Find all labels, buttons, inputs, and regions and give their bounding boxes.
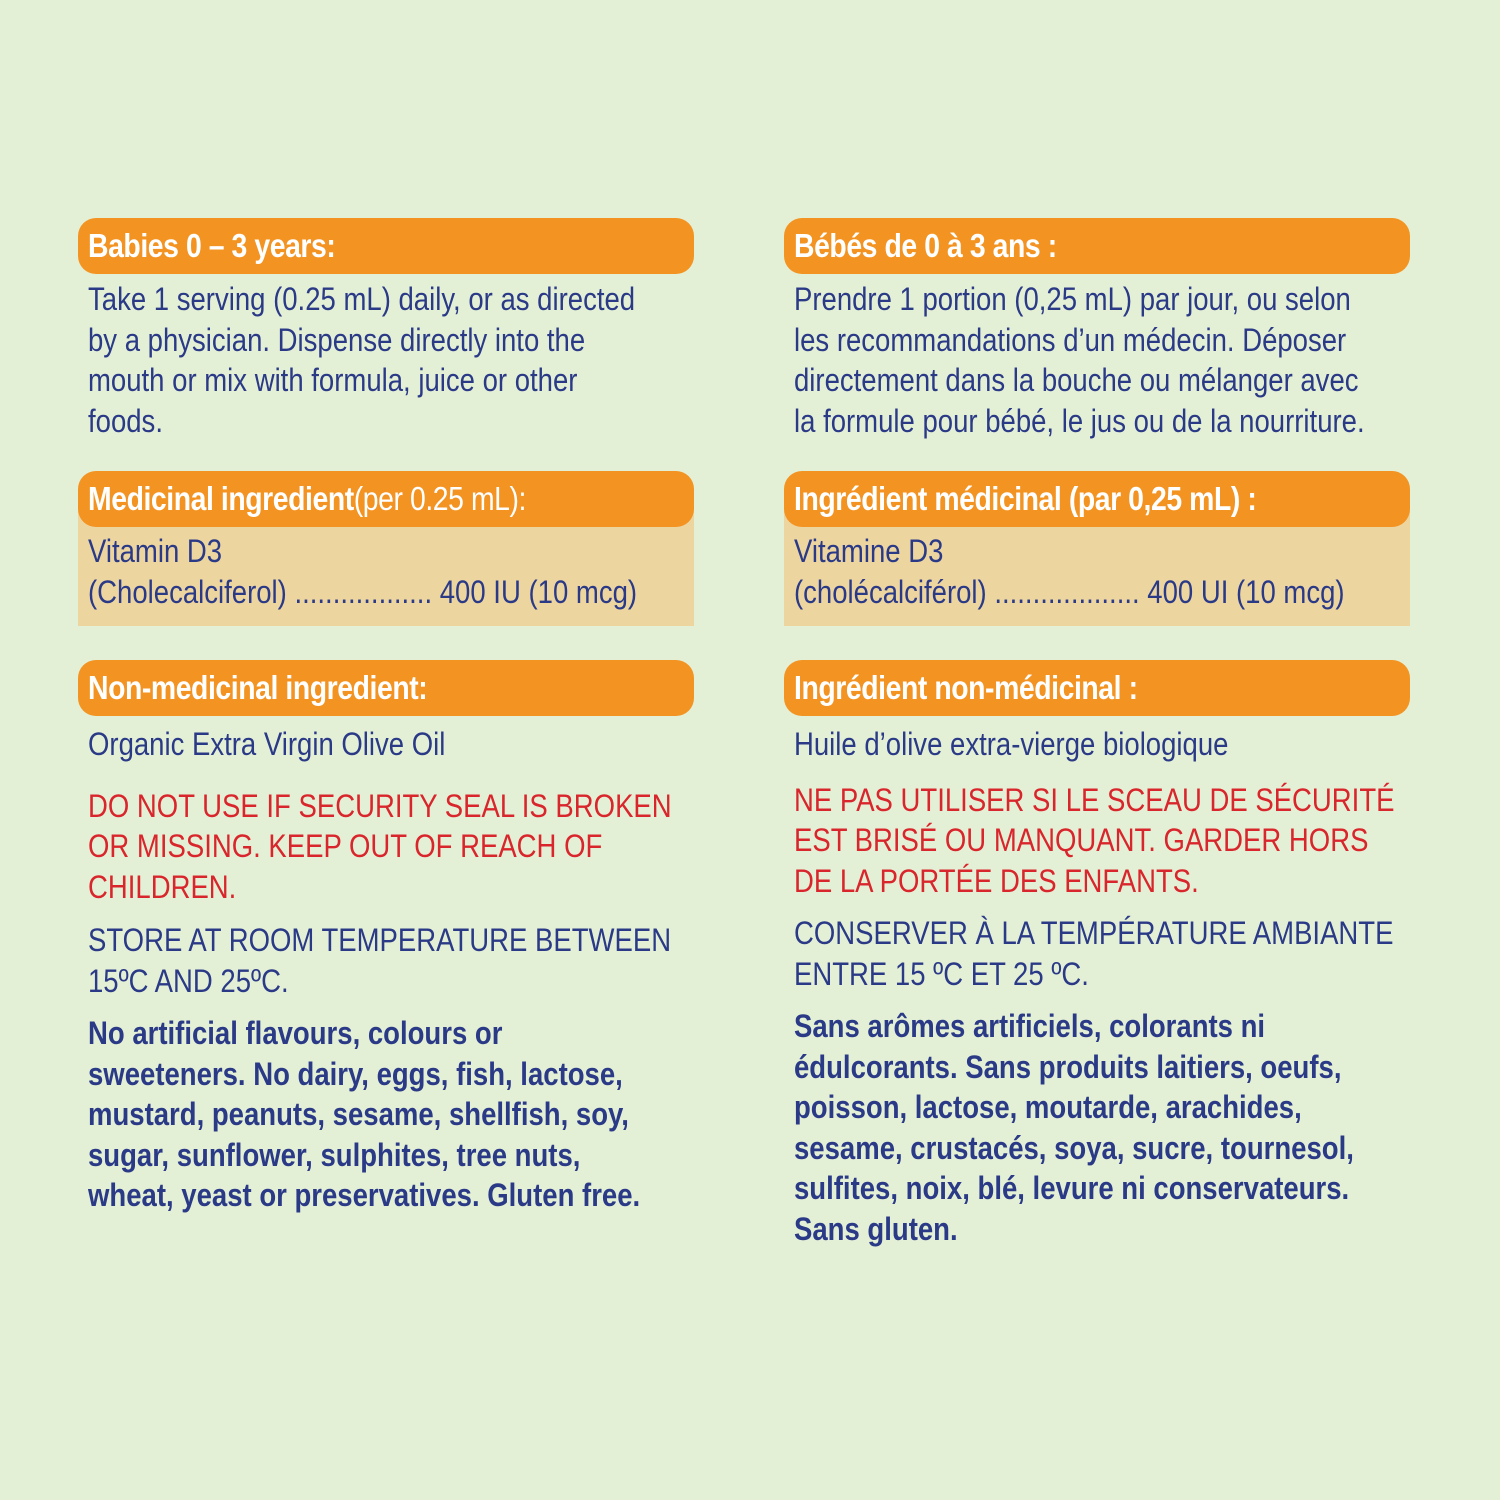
storage-line: 15ºC AND 25ºC. — [88, 962, 289, 999]
dosage-line: foods. — [88, 402, 163, 439]
non-medicinal-heading-text-fr: Ingrédient non-médicinal : — [794, 669, 1138, 706]
warning-line-fr: EST BRISÉ OU MANQUANT. GARDER HORS — [794, 822, 1369, 858]
storage-instructions — [78, 920, 694, 1001]
warning-line: CHILDREN. — [88, 868, 237, 905]
dosage-heading-fr — [784, 218, 1410, 274]
medicinal-heading-per-dose: (per 0.25 mL): — [353, 480, 526, 517]
storage-line-fr: CONSERVER À LA TEMPÉRATURE AMBIANTE — [794, 915, 1394, 951]
dosage-instructions — [78, 279, 694, 441]
dosage-heading-text-fr: Bébés de 0 à 3 ans : — [794, 227, 1057, 264]
ingredient-amount-fr: (cholécalciférol) ................... 400 UI (10 mcg) — [794, 573, 1345, 610]
dosage-heading — [78, 218, 694, 274]
non-medicinal-ingredient-text-fr: Huile d’olive extra-vierge biologique — [794, 726, 1229, 762]
english-label-column — [78, 218, 694, 1216]
free-from-line-fr: Sans arômes artificiels, colorants ni — [794, 1008, 1266, 1044]
medicinal-heading-text-fr: Ingrédient médicinal (par 0,25 mL) : — [794, 480, 1257, 517]
dosage-line: by a physician. Dispense directly into the — [88, 321, 586, 358]
free-from-line: wheat, yeast or preservatives. Gluten free. — [88, 1177, 641, 1213]
dosage-instructions-fr — [784, 279, 1410, 441]
free-from-line-fr: sesame, crustacés, soya, sucre, tournesol, — [794, 1129, 1354, 1166]
safety-warning — [78, 786, 694, 908]
dosage-line-fr: la formule pour bébé, le jus ou de la nourriture. — [794, 402, 1365, 439]
dosage-line-fr: les recommandations d’un médecin. Déposer — [794, 321, 1347, 358]
warning-line: DO NOT USE IF SECURITY SEAL IS BROKEN — [88, 787, 672, 824]
warning-line: OR MISSING. KEEP OUT OF REACH OF — [88, 828, 603, 864]
medicinal-ingredient-heading-fr — [784, 471, 1410, 527]
ingredient-name: Vitamin D3 — [88, 533, 223, 569]
dosage-line: Take 1 serving (0.25 mL) daily, or as directed — [88, 281, 636, 317]
non-medicinal-ingredient-fr — [784, 724, 1410, 765]
non-medicinal-heading-text: Non-medicinal ingredient: — [88, 669, 428, 706]
dosage-line: mouth or mix with formula, juice or other — [88, 362, 578, 398]
free-from-line-fr: édulcorants. Sans produits laitiers, oeufs, — [794, 1048, 1342, 1085]
free-from-line: No artificial flavours, colours or — [88, 1015, 503, 1051]
free-from-line: sweeteners. No dairy, eggs, fish, lactose, — [88, 1055, 623, 1092]
free-from-line-fr: Sans gluten. — [794, 1210, 958, 1247]
warning-line-fr: NE PAS UTILISER SI LE SCEAU DE SÉCURITÉ — [794, 781, 1395, 818]
dosage-line-fr: Prendre 1 portion (0,25 mL) par jour, ou selon — [794, 281, 1351, 317]
dosage-line-fr: directement dans la bouche ou mélanger avec — [794, 362, 1359, 398]
non-medicinal-ingredient — [78, 724, 694, 765]
free-from-statement — [78, 1013, 694, 1216]
safety-warning-fr — [784, 780, 1410, 902]
ingredient-name-fr: Vitamine D3 — [794, 533, 944, 569]
dosage-heading-text: Babies 0 – 3 years: — [88, 227, 336, 264]
free-from-line: mustard, peanuts, sesame, shellfish, soy, — [88, 1096, 629, 1132]
ingredient-amount: (Cholecalciferol) .................. 400 IU (10 mcg) — [88, 573, 638, 610]
free-from-line: sugar, sunflower, sulphites, tree nuts, — [88, 1136, 581, 1173]
free-from-line-fr: poisson, lactose, moutarde, arachides, — [794, 1089, 1302, 1125]
medicinal-heading-bold: Medicinal ingredient — [88, 480, 354, 517]
storage-line: STORE AT ROOM TEMPERATURE BETWEEN — [88, 922, 672, 958]
medicinal-ingredient-heading — [78, 471, 694, 527]
storage-line-fr: ENTRE 15 ºC ET 25 ºC. — [794, 955, 1089, 992]
free-from-statement-fr — [784, 1006, 1410, 1249]
storage-instructions-fr — [784, 913, 1410, 994]
non-medicinal-ingredient-heading — [78, 660, 694, 716]
warning-line-fr: DE LA PORTÉE DES ENFANTS. — [794, 862, 1199, 899]
non-medicinal-ingredient-text: Organic Extra Virgin Olive Oil — [88, 726, 446, 762]
free-from-line-fr: sulfites, noix, blé, levure ni conservateurs. — [794, 1170, 1350, 1206]
french-label-column — [784, 218, 1410, 1249]
non-medicinal-ingredient-heading-fr — [784, 660, 1410, 716]
